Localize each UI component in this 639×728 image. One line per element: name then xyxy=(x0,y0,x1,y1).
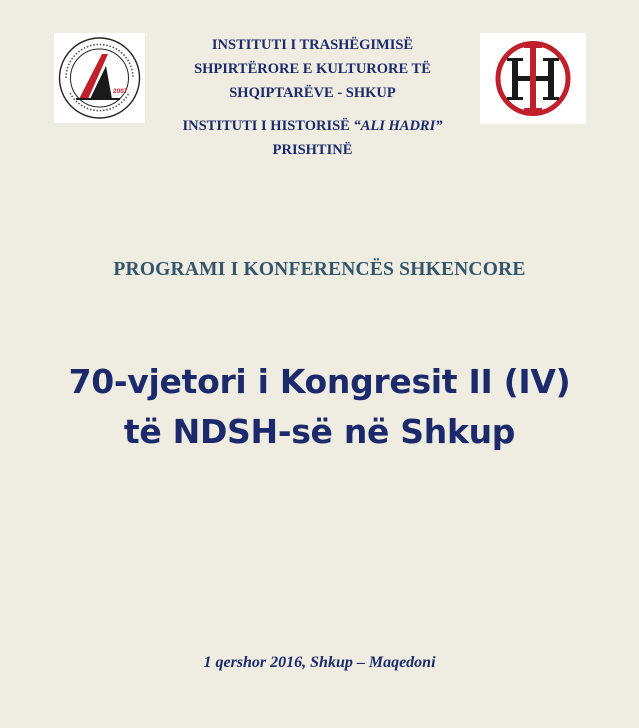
header-line: INSTITUTI I TRASHËGIMISË xyxy=(211,37,414,53)
ih-monogram-icon xyxy=(480,33,586,124)
institute-historise-name xyxy=(145,114,480,162)
conference-title xyxy=(0,357,639,457)
title-line-1: 70-vjetori i Kongresit II (IV) xyxy=(68,362,571,401)
title-line-2: të NDSH-së në Shkup xyxy=(123,412,516,451)
header-line: SHPIRTËRORE E KULTURORE TË xyxy=(194,61,431,77)
institute-trashegimise-logo xyxy=(54,33,145,123)
institute-historise-logo xyxy=(480,33,586,124)
program-title: PROGRAMI I KONFERENCËS SHKENCORE xyxy=(113,259,526,280)
header-city: PRISHTINË xyxy=(272,142,353,158)
institute-trashegimise-name xyxy=(145,33,480,105)
institute-name-italic: “ALI HADRI” xyxy=(353,118,443,134)
header-line: INSTITUTI I HISTORISË “ALI HADRI” xyxy=(182,118,443,134)
date-place: 1 qershor 2016, Shkup – Maqedoni xyxy=(203,654,436,671)
seal-emblem-icon xyxy=(54,33,145,123)
seal-year: 2007 xyxy=(113,88,128,95)
header-line: SHQIPTARËVE - SHKUP xyxy=(229,85,396,101)
